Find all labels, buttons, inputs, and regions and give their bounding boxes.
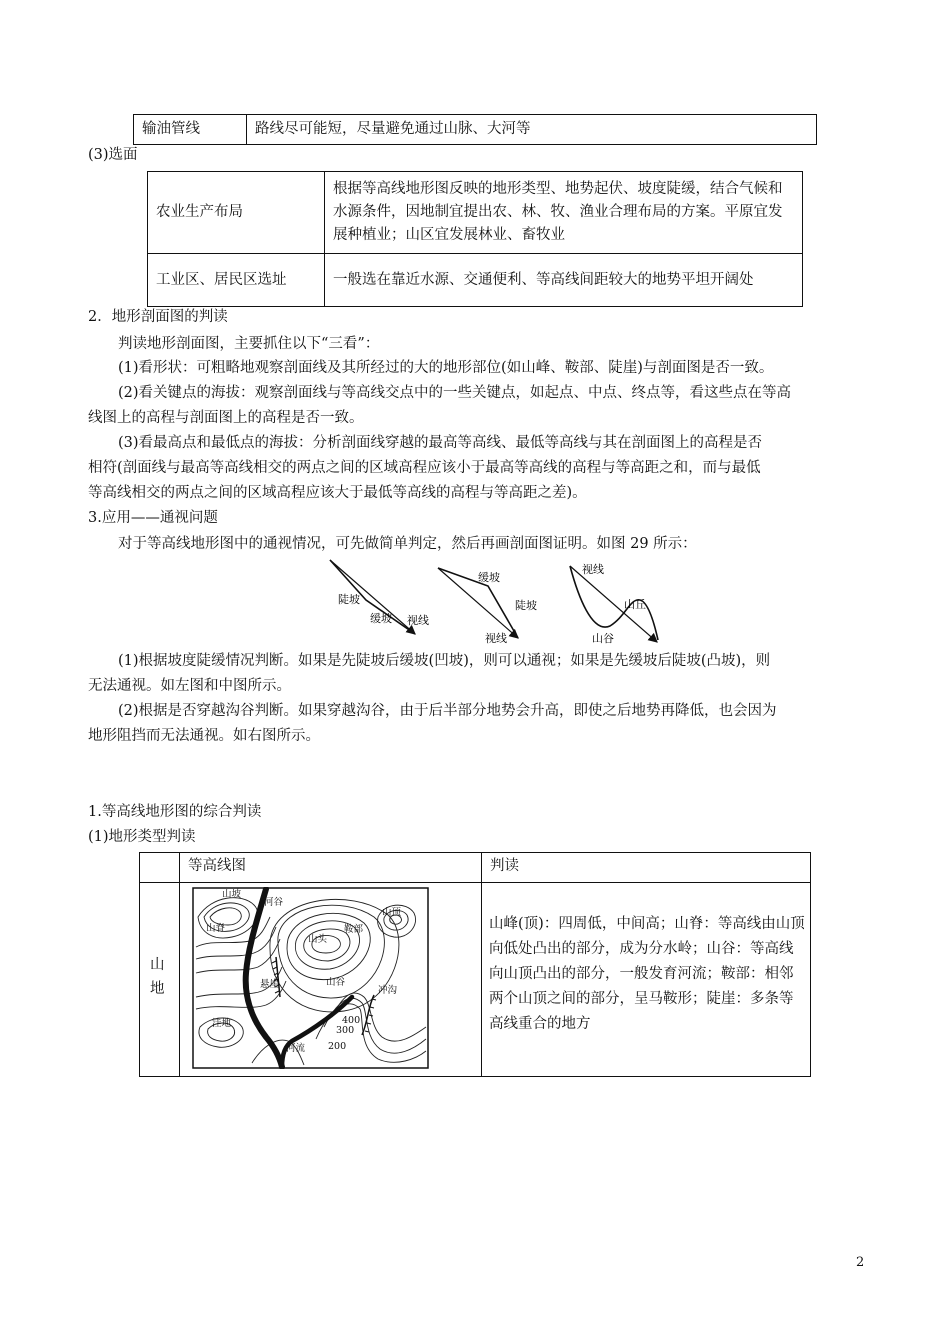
- contour-200-label: 200: [328, 1041, 347, 1052]
- sight-label: 视线: [485, 632, 507, 645]
- saddle-label: 鞍部: [344, 924, 364, 935]
- contour-map: [192, 887, 429, 1069]
- cliff-label: 悬崖: [260, 979, 280, 990]
- gully-label: 冲沟: [378, 985, 398, 996]
- part-b-subheading: (1)地形类型判读: [88, 829, 196, 845]
- section3-heading: 3.应用——通视问题: [88, 510, 218, 526]
- line-of-sight-figure: [320, 556, 670, 648]
- section3-p1: (1)根据坡度陡缓情况判断。如果是先陡坡后缓坡(凹坡)，则可以通视；如果是先缓坡后陡坡(凸坡)，则: [118, 653, 771, 669]
- contour-400-label: 400: [342, 1015, 361, 1026]
- section2-intro: 判读地形剖面图，主要抓住以下“三看”：: [118, 336, 380, 352]
- steep-label: 陡坡: [338, 593, 360, 606]
- selection-row-text: 一般选在靠近水源、交通便利、等高线间距较大的地势平坦开阔处: [325, 254, 803, 307]
- gentle-label: 缓坡: [370, 612, 392, 625]
- gentle-label: 缓坡: [478, 571, 500, 584]
- section2-p2: (2)看关键点的海拔：观察剖面线与等高线交点中的一些关键点，如起点、中点、终点等，看这些点在等高: [118, 385, 792, 401]
- judgement-text: 山峰(顶)：四周低，中间高；山脊：等高线由山顶向低处凸出的部分，成为分水岭；山谷：等高线向山顶凸出的部分，一般发育河流；鞍部：相邻两个山顶之间的部分，呈马鞍形；陡崖：多条等高线重合的地方: [489, 916, 805, 1032]
- selection-row-label: 农业生产布局: [148, 172, 325, 254]
- hill-label: 山丘: [624, 598, 646, 611]
- contour-300-label: 300: [336, 1025, 355, 1036]
- peak-center-label: 山头: [308, 934, 328, 945]
- sight-label: 视线: [407, 614, 429, 627]
- section2-p3: 等高线相交的两点之间的区域高程应该大于最低等高线的高程与等高距之差)。: [88, 485, 587, 501]
- valley-label: 山谷: [592, 632, 614, 645]
- section3-p2: 地形阻挡而无法通视。如右图所示。: [88, 728, 320, 744]
- selection-row-text: 根据等高线地形图反映的地形类型、地势起伏、坡度陡缓，结合气候和水源条件，因地制宜提出农、林、牧、渔业合理布局的方案。平原宜发展种植业；山区宜发展林业、畜牧业: [325, 172, 803, 254]
- river-valley-label: 河谷: [264, 897, 284, 908]
- convex-slope-diagram: [438, 568, 537, 645]
- section3-p1: 无法通视。如左图和中图所示。: [88, 678, 291, 694]
- concave-slope-diagram: [330, 560, 429, 634]
- steep-label: 陡坡: [515, 599, 537, 612]
- row-label-mountain: 山地: [150, 957, 165, 997]
- sight-label: 视线: [582, 563, 604, 576]
- part-b-heading: 1.等高线地形图的综合判读: [88, 804, 262, 820]
- header-contour-map: 等高线图: [188, 858, 246, 874]
- ridge-label: 山脊: [206, 923, 226, 934]
- section3-label: (3)选面: [88, 147, 138, 163]
- pipeline-label: 输油管线: [134, 115, 247, 145]
- pipeline-table: [133, 114, 817, 145]
- selection-row-label: 工业区、居民区选址: [148, 254, 325, 307]
- section2-p2: 线图上的高程与剖面图上的高程是否一致。: [88, 410, 364, 426]
- valley-label: 山谷: [326, 977, 346, 988]
- page-number: 2: [856, 1255, 865, 1270]
- section2-p3: 相符(剖面线与最高等高线相交的两点之间的区域高程应该小于最高等高线的高程与等高距之和，而与最低: [88, 460, 761, 476]
- valley-diagram: [570, 562, 658, 645]
- peak-right-label: 山顶: [382, 907, 402, 918]
- section2-p1: (1)看形状：可粗略地观察剖面线及其所经过的大的地形部位(如山峰、鞍部、陡崖)与剖面图是否一致。: [118, 360, 774, 376]
- river-label: 河流: [286, 1043, 306, 1054]
- section2-heading: 2．地形剖面图的判读: [88, 309, 228, 325]
- selection-table: [147, 171, 803, 307]
- slope-label: 山坡: [222, 889, 242, 900]
- section2-p3: (3)看最高点和最低点的海拔：分析剖面线穿越的最高等高线、最低等高线与其在剖面图上的高程是否: [118, 435, 763, 451]
- section3-intro: 对于等高线地形图中的通视情况，可先做简单判定，然后再画剖面图证明。如图 29 所示：: [118, 536, 697, 552]
- section3-p2: (2)根据是否穿越沟谷判断。如果穿越沟谷，由于后半部分地势会升高，即使之后地势再降低，也会因为: [118, 703, 777, 719]
- terrain-table: [139, 852, 811, 1077]
- depression-label: 洼地: [212, 1018, 232, 1029]
- pipeline-text: 路线尽可能短，尽量避免通过山脉、大河等: [247, 115, 817, 145]
- header-judgement: 判读: [490, 858, 519, 874]
